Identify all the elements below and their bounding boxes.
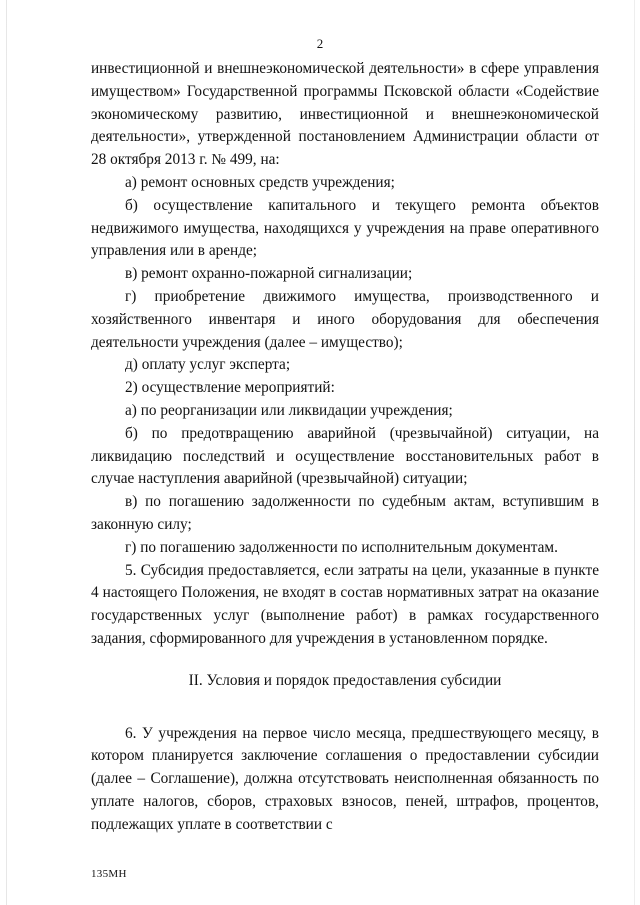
footer-document-code: 135МН	[91, 868, 127, 880]
list-item-b-emergency: б) по предотвращению аварийной (чрезвычайной) ситуации, на ликвидацию последствий и осуществление восстановительных работ в случае наступления аварийной (чрезвычайной) ситуации;	[91, 424, 599, 488]
paragraph-5-subsidy: 5. Субсидия предоставляется, если затраты на цели, указанные в пункте 4 настоящего Положения, не входят в состав нормативных затрат на оказание государственных услуг (выполнение работ) в рамках государственного задания, сформированного для учреждения в установленном порядке.	[91, 561, 599, 647]
paragraph-6-conditions: 6. У учреждения на первое число месяца, предшествующего месяцу, в котором планируется заключение соглашения о предоставлении субсидии (далее – Соглашение), должна отсутствовать неисполненная обязанность по уплате налогов, сборов, страховых взносов, пеней, штрафов, процентов, подлежащих уплате в соответствии с	[91, 724, 599, 833]
section-heading: II. Условия и порядок предоставления субсидии	[188, 671, 502, 689]
paragraph-continuation: инвестиционной и внешнеэкономической деятельности» в сфере управления имуществом» Государственной программы Псковской области «Содействие экономическому развитию, инвестиционной и внешнеэкономической деятельности», утвержденной постановлением Администрации области от 28 октября 2013 г. № 499, на:	[91, 60, 599, 169]
list-item-2-measures: 2) осуществление мероприятий:	[125, 379, 335, 397]
page-number: 2	[316, 36, 324, 51]
list-item-v-court-debt: в) по погашению задолженности по судебным актам, вступившим в законную силу;	[91, 493, 599, 533]
document-body	[91, 58, 599, 837]
list-item-a-reorganization: а) по реорганизации или ликвидации учреждения;	[125, 401, 453, 419]
list-item-v-alarm-repair: в) ремонт охранно-пожарной сигнализации;	[125, 265, 413, 283]
list-item-d-expert: д) оплату услуг эксперта;	[125, 356, 291, 374]
list-item-g-enforcement-debt: г) по погашению задолженности по исполнительным документам.	[125, 538, 558, 556]
scan-right-edge	[634, 0, 635, 905]
scan-left-edge	[6, 0, 7, 905]
list-item-b-capital-repair: б) осуществление капитального и текущего ремонта объектов недвижимого имущества, находящихся у учреждения на праве оперативного управления или в аренде;	[91, 196, 599, 260]
list-item-g-acquisition: г) приобретение движимого имущества, производственного и хозяйственного инвентаря и иного оборудования для обеспечения деятельности учреждения (далее – имущество);	[91, 287, 599, 351]
list-item-a-repair: а) ремонт основных средств учреждения;	[125, 173, 395, 191]
